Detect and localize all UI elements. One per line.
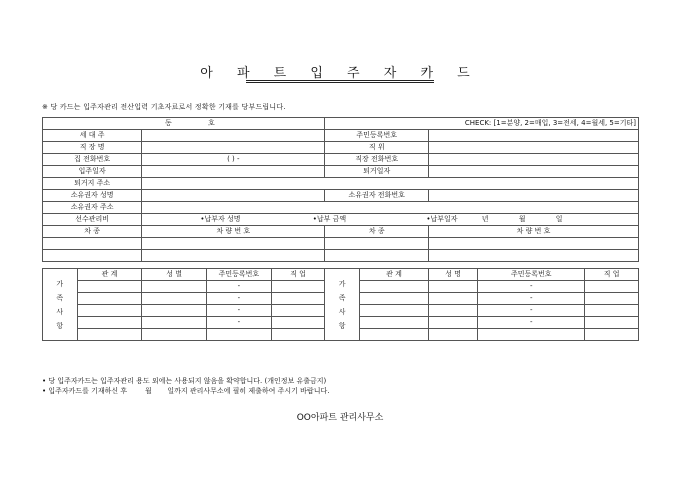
car-number-field-3[interactable] [142,250,325,262]
householder-label: 세 대 주 [43,130,142,142]
workplace-label: 직 장 명 [43,142,142,154]
car-number-label-2: 차 량 번 호 [429,226,639,238]
move-out-address-label: 퇴거지 주소 [43,178,142,190]
owner-name-label: 소유권자 성명 [43,190,142,202]
owner-name-field[interactable] [142,190,325,202]
family-col-relation: 관 계 [77,269,142,281]
family-relation-field[interactable] [359,281,428,293]
family-relation-field[interactable] [77,317,142,329]
family-relation-field[interactable] [77,293,142,305]
position-field[interactable] [429,142,639,154]
householder-field[interactable] [142,130,325,142]
car-number-label: 차 량 번 호 [142,226,325,238]
family-job-field[interactable] [271,305,325,317]
family-col-name-2: 성 명 [429,269,478,281]
family-col-relation-2: 관 계 [359,269,428,281]
resident-no-field[interactable] [429,130,639,142]
prepaid-fee-label: 선수관리비 [43,214,142,226]
move-in-date-field[interactable] [142,166,325,178]
footnotes [42,376,329,396]
family-resident-no-field[interactable]: - [207,293,272,305]
owner-phone-field[interactable] [429,190,639,202]
header-row [43,118,639,130]
family-gender-field[interactable] [142,317,207,329]
ho-label: 호 [208,119,215,127]
family-resident-no-field[interactable]: - [478,305,585,317]
owner-address-field[interactable] [142,202,639,214]
car-number-field-1[interactable] [142,238,325,250]
family-relation-field[interactable] [77,305,142,317]
family-resident-no-field[interactable]: - [478,317,585,329]
work-phone-label: 직장 전화번호 [325,154,429,166]
family-col-resident-no-2: 주민등록번호 [478,269,585,281]
footnote-submission: • 입주자카드를 기재하신 후 월 일까지 관리사무소에 필히 제출하여 주시기 바랍니다. [42,387,330,395]
family-job-field[interactable] [271,329,325,341]
car-type-field-2[interactable] [325,238,429,250]
car-number-field-4[interactable] [429,250,639,262]
dong-ho-field[interactable] [43,118,325,130]
family-relation-field[interactable] [359,329,428,341]
family-side-label-left: 가 족 사 항 [43,269,78,341]
move-out-date-label: 퇴거일자 [325,166,429,178]
owner-address-label: 소유권자 주소 [43,202,142,214]
payment-amount-label: •납부 금액 [312,215,347,223]
family-resident-no-field[interactable]: - [478,281,585,293]
family-gender-field[interactable] [142,329,207,341]
office-name: OO아파트 관리사무소 [296,413,384,423]
day-label: 일 [555,215,563,223]
family-job-field[interactable] [585,281,639,293]
family-resident-no-field[interactable]: - [478,293,585,305]
family-resident-no-field[interactable]: - [207,317,272,329]
family-resident-no-field[interactable]: - [207,305,272,317]
car-number-field-2[interactable] [429,238,639,250]
family-resident-no-field[interactable] [207,329,272,341]
family-relation-field[interactable] [77,329,142,341]
car-type-field-1[interactable] [43,238,142,250]
page-title: 아 파 트 입 주 자 카 드 [200,66,480,81]
car-type-field-3[interactable] [43,250,142,262]
family-job-field[interactable] [585,293,639,305]
family-name-field[interactable] [429,281,478,293]
car-type-label-2: 차 종 [325,226,429,238]
family-gender-field[interactable] [142,293,207,305]
family-relation-field[interactable] [77,281,142,293]
title-underline [246,80,434,83]
family-job-field[interactable] [585,317,639,329]
family-job-field[interactable] [271,281,325,293]
home-phone-label: 집 전화번호 [43,154,142,166]
home-phone-field[interactable]: ( ) - [142,154,325,166]
month-label: 월 [518,215,526,223]
move-in-date-label: 입주일자 [43,166,142,178]
family-side-label-right: 가 족 사 항 [325,269,360,341]
notice-text: ※ 당 카드는 입주자관리 전산입력 기초자료로서 정확한 기재를 당부드립니다. [42,103,286,111]
family-relation-field[interactable] [359,305,428,317]
family-col-job-2: 직 업 [585,269,639,281]
family-gender-field[interactable] [142,281,207,293]
family-job-field[interactable] [271,293,325,305]
owner-phone-label: 소유권자 전화번호 [325,190,429,202]
family-job-field[interactable] [271,317,325,329]
family-relation-field[interactable] [359,293,428,305]
family-name-field[interactable] [429,329,478,341]
move-out-date-field[interactable] [429,166,639,178]
workplace-field[interactable] [142,142,325,154]
family-relation-field[interactable] [359,317,428,329]
resident-no-label: 주민등록번호 [325,130,429,142]
family-col-job: 직 업 [271,269,325,281]
position-label: 직 위 [325,142,429,154]
move-out-address-field[interactable] [142,178,639,190]
dong-label: 동 [165,119,172,127]
family-col-resident-no: 주민등록번호 [207,269,272,281]
year-label: 년 [481,215,489,223]
car-type-label: 차 종 [43,226,142,238]
resident-card-form [42,117,639,341]
footnote-privacy: • 당 입주자카드는 입주자관리 용도 외에는 사용되지 않음을 확약합니다. (개인정보 유출금지) [42,377,327,385]
family-name-field[interactable] [429,305,478,317]
check-legend: CHECK: [1=분양, 2=매입, 3=전세, 4=월세, 5=기타] [325,118,639,130]
prepaid-fee-field[interactable] [142,214,639,226]
car-type-field-4[interactable] [325,250,429,262]
family-job-field[interactable] [585,329,639,341]
family-job-field[interactable] [585,305,639,317]
work-phone-field[interactable] [429,154,639,166]
family-col-gender: 성 별 [142,269,207,281]
family-gender-field[interactable] [142,305,207,317]
payer-name-label: •납부자 성명 [200,215,241,223]
family-resident-no-field[interactable] [478,329,585,341]
section-spacer [43,262,639,269]
family-name-field[interactable] [429,293,478,305]
family-name-field[interactable] [429,317,478,329]
payment-date-label: •납부일자 [426,215,458,223]
family-resident-no-field[interactable]: - [207,281,272,293]
